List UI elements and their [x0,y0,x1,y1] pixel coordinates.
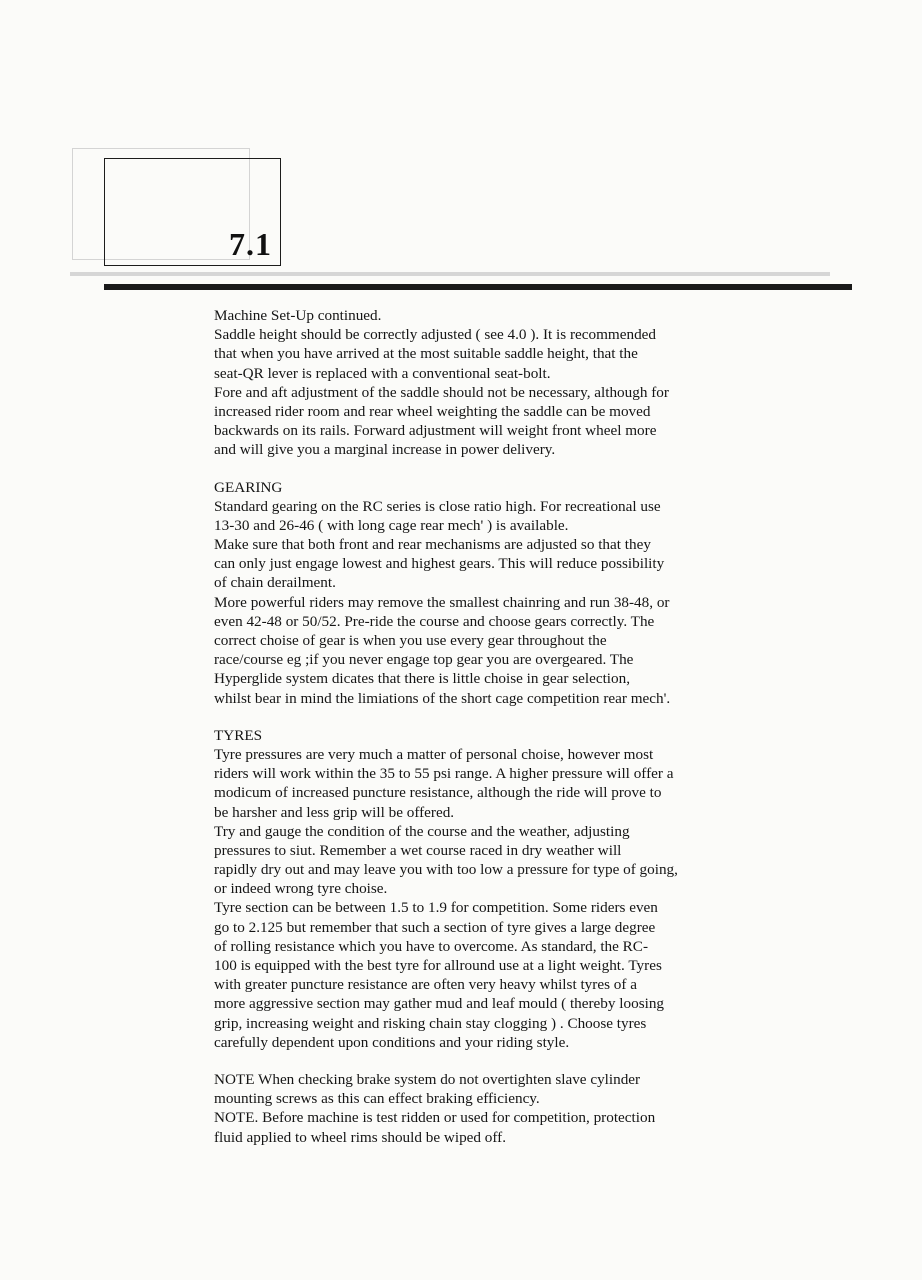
setup-line: that when you have arrived at the most suitable saddle height, that the [214,345,638,363]
tyres-line: go to 2.125 but remember that such a section of tyre gives a large degree [214,918,656,936]
setup-line: seat-QR lever is replaced with a conventional seat-bolt. [214,364,551,382]
gearing-line: Hyperglide system dicates that there is little choise in gear selection, [214,670,630,688]
tyres-heading: TYRES [214,726,263,744]
tyres-line: modicum of increased puncture resistance, although the ride will prove to [214,784,662,802]
tyres-line: pressures to siut. Remember a wet course raced in dry weather will [214,841,622,859]
gearing-line: Standard gearing on the RC series is close ratio high. For recreational use [214,497,661,515]
gearing-line: of chain derailment. [214,574,336,592]
tyres-line: Tyre pressures are very much a matter of personal choise, however most [214,745,654,763]
setup-line: Machine Set-Up continued. [214,307,382,324]
gearing-line: can only just engage lowest and highest gears. This will reduce possibility [214,555,665,573]
tyres-line: riders will work within the 35 to 55 psi range. A higher pressure will offer a [214,765,674,783]
section-number-box [104,158,281,266]
tyres-line: be harsher and less grip will be offered. [214,803,455,821]
header-rule [104,284,852,290]
gearing-line: correct choise of gear is when you use every gear throughout the [214,632,607,649]
gearing-line: even 42-48 or 50/52. Pre-ride the course and choose gears correctly. The [214,612,655,630]
tyres-line: rapidly dry out and may leave you with too low a pressure for type of going, [214,861,678,879]
gearing-section [214,497,744,708]
tyres-line: with greater puncture resistance are often very heavy whilst tyres of a [214,976,637,994]
tyres-line: grip, increasing weight and risking chain stay clogging ) . Choose tyres [214,1014,647,1032]
setup-paragraph [214,306,744,460]
setup-line: Fore and aft adjustment of the saddle should not be necessary, although for [214,383,669,401]
section-number: 7.1 [229,226,272,262]
tyres-line: carefully dependent upon conditions and your riding style. [214,1033,570,1051]
setup-line: and will give you a marginal increase in power delivery. [214,441,556,459]
note-line: NOTE. Before machine is test ridden or used for competition, protection [214,1109,656,1127]
gearing-line: 13-30 and 26-46 ( with long cage rear mech' ) is available. [214,516,569,534]
note-line: mounting screws as this can effect braking efficiency. [214,1090,540,1108]
bleed-through-rule [70,272,830,276]
setup-line: backwards on its rails. Forward adjustment will weight front wheel more [214,422,657,440]
gearing-line: More powerful riders may remove the smallest chainring and run 38-48, or [214,593,670,611]
gearing-line: race/course eg ;if you never engage top gear you are overgeared. The [214,651,634,669]
tyres-line: Try and gauge the condition of the course and the weather, adjusting [214,822,630,840]
tyres-line: of rolling resistance which you have to overcome. As standard, the RC- [214,937,648,955]
tyres-section [214,745,744,1052]
tyres-line: 100 is equipped with the best tyre for allround use at a light weight. Tyres [214,957,662,974]
document-body [214,306,744,1147]
tyres-line: or indeed wrong tyre choise. [214,880,388,898]
setup-line: Saddle height should be correctly adjusted ( see 4.0 ). It is recommended [214,326,656,344]
gearing-line: whilst bear in mind the limiations of the short cage competition rear mech'. [214,689,671,707]
note-line: fluid applied to wheel rims should be wiped off. [214,1128,507,1146]
gearing-line: Make sure that both front and rear mechanisms are adjusted so that they [214,536,651,554]
setup-line: increased rider room and rear wheel weighting the saddle can be moved [214,402,651,420]
notes-section [214,1070,744,1147]
tyres-line: more aggressive section may gather mud and leaf mould ( thereby loosing [214,995,665,1013]
tyres-line: Tyre section can be between 1.5 to 1.9 for competition. Some riders even [214,899,658,917]
gearing-heading: GEARING [214,478,283,496]
note-line: NOTE When checking brake system do not overtighten slave cylinder [214,1070,641,1088]
